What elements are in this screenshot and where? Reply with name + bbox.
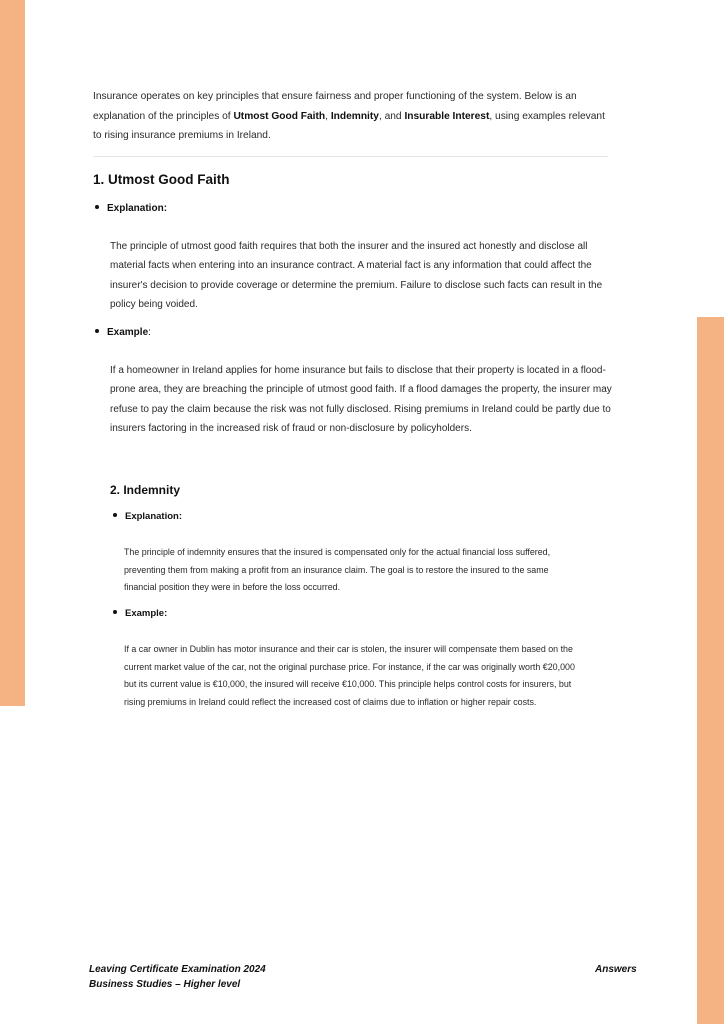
bullet-example: [113, 608, 167, 619]
footer-exam-info: [89, 962, 266, 992]
bullet-label: Example: [125, 608, 165, 619]
bullet-colon: :: [164, 608, 168, 619]
intro-text-1: Insurance operates on key principles that ensure fairness and proper functioning of the system. Below is an explanation of the principles of: [93, 91, 577, 122]
footer-answers-label: Answers: [595, 964, 637, 975]
intro-text-4: , using examples relevant to rising insurance premiums in Ireland.: [93, 110, 605, 141]
intro-text-3: , and: [378, 110, 405, 122]
explanation-paragraph: The principle of indemnity ensures that the insured is compensated only for the actual financial loss suffered, preventing them from making a profit from an insurance claim. The goal is to restore the insured to the same financial position they were in before the loss occurred.: [124, 547, 551, 593]
bullet-dot-icon: [95, 329, 99, 333]
bullet-label: Explanation: [107, 203, 164, 214]
example-paragraph: If a homeowner in Ireland applies for home insurance but fails to disclose that their property is located in a flood-prone area, they are breaching the principle of utmost good faith. If a flood damages the property, the insurer may refuse to pay the claim because the risk was not fully disclosed. Rising premiums in Ireland could be partly due to insurers factoring in the increased risk of fraud or non-disclosure by policyholders.: [110, 365, 612, 435]
footer-exam-title: Leaving Certificate Examination 2024: [89, 964, 266, 975]
bullet-explanation: [95, 203, 167, 214]
example-paragraph: If a car owner in Dublin has motor insurance and their car is stolen, the insurer will compensate them based on the current market value of the car, not the original purchase price. For instance, if the car was originally worth €20,000 but its current value is €10,000, the insured will receive €10,000. This principle helps control costs for insurers, but rising premiums in Ireland could reflect the increased cost of claims due to inflation or higher repair costs.: [124, 644, 575, 707]
intro-bold-insurable-interest: Insurable Interest: [404, 110, 490, 122]
bullet-colon: :: [163, 203, 168, 214]
intro-text-2: ,: [325, 110, 331, 122]
footer-subject-level: Business Studies – Higher level: [89, 979, 241, 990]
bullet-dot-icon: [95, 205, 99, 209]
bullet-label: Example: [107, 327, 149, 338]
divider: [93, 156, 608, 157]
bullet-example: [95, 327, 151, 338]
left-accent-bar: [0, 0, 25, 706]
bullet-colon: :: [148, 327, 151, 338]
intro-bold-indemnity: Indemnity: [330, 110, 379, 122]
bullet-label: Explanation: [125, 511, 179, 522]
bullet-explanation: [113, 511, 182, 522]
section-heading-indemnity: 2. Indemnity: [110, 483, 181, 497]
right-accent-bar: [697, 317, 724, 1024]
bullet-colon: :: [178, 511, 183, 522]
explanation-paragraph: The principle of utmost good faith requires that both the insurer and the insured act honestly and disclose all material facts when entering into an insurance contract. A material fact is any information that could affect the insurer's decision to provide coverage or determine the premium. Failure to disclose such facts can result in the policy being voided.: [110, 241, 603, 311]
intro-paragraph: [93, 87, 613, 146]
section-heading-utmost-good-faith: 1. Utmost Good Faith: [93, 172, 230, 187]
bullet-dot-icon: [113, 513, 117, 517]
bullet-dot-icon: [113, 610, 117, 614]
intro-bold-utmost-good-faith: Utmost Good Faith: [233, 110, 326, 122]
